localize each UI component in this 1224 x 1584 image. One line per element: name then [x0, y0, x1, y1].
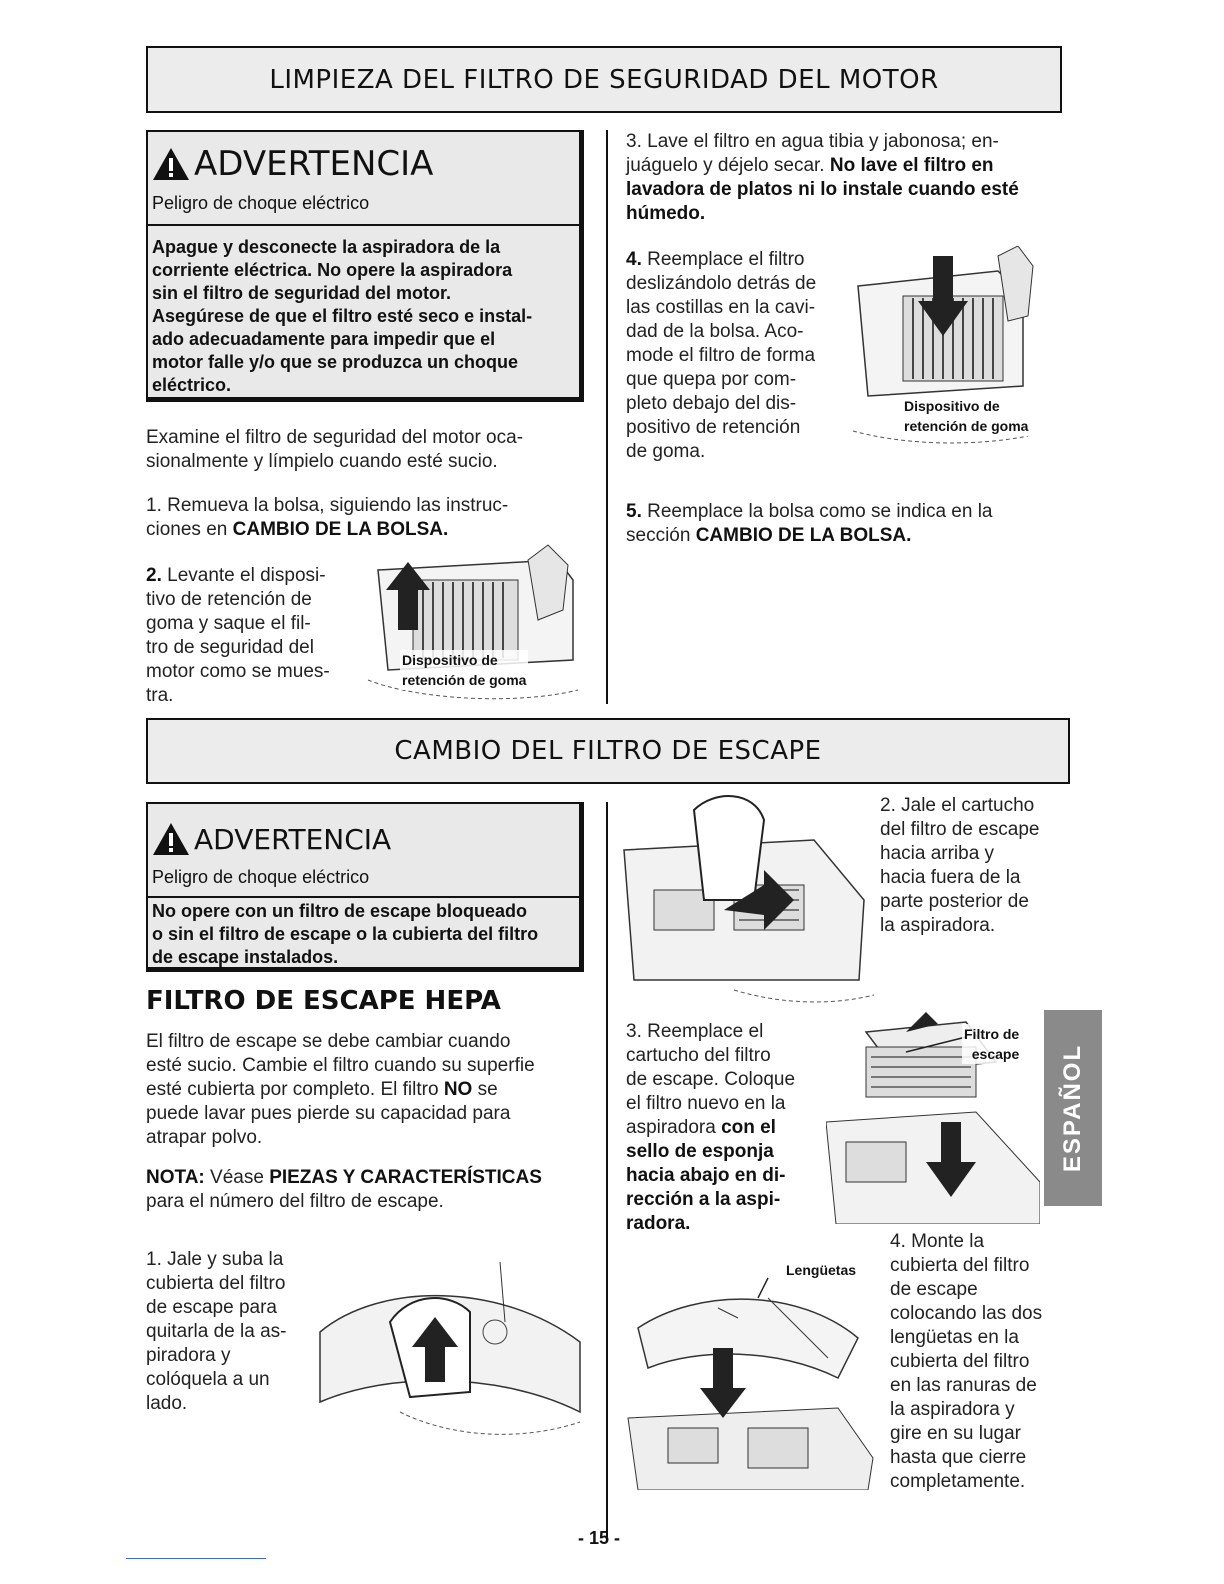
- section-header-motor-filter: [146, 46, 1062, 113]
- warning-divider: [148, 224, 580, 226]
- section-header-exhaust-filter: [146, 718, 1070, 784]
- warning-triangle-icon: [152, 822, 190, 856]
- column-divider-top: [606, 130, 608, 704]
- warning-text: No opere con un filtro de escape bloqueado o sin el filtro de escape o la cubierta del filtro de escape instalados.: [152, 901, 539, 967]
- exhaust-cover-removal-illustration: [300, 1262, 590, 1452]
- page-number: - 15 -: [578, 1528, 621, 1548]
- language-label: ESPAÑOL: [1059, 1043, 1087, 1173]
- exhaust-cover-install-illustration: [618, 1268, 880, 1490]
- section-title: LIMPIEZA DEL FILTRO DE SEGURIDAD DEL MOTOR: [269, 64, 939, 95]
- intro-paragraph: Examine el filtro de seguridad del motor oca- sionalmente y límpielo cuando esté sucio.: [146, 427, 524, 472]
- language-side-tab: [1044, 1010, 1102, 1206]
- exhaust-step-2: 2. Jale el cartucho del filtro de escape hacia arriba y hacia fuera de la parte posterior de la aspiradora.: [880, 795, 1040, 936]
- link-piezas-caracteristicas: PIEZAS Y CARACTERÍSTICAS: [269, 1167, 542, 1188]
- warning-title-text: ADVERTENCIA: [194, 144, 434, 184]
- link-cambio-bolsa: CAMBIO DE LA BOLSA.: [695, 525, 912, 546]
- warning-subtitle: Peligro de choque eléctrico: [152, 193, 370, 213]
- exhaust-filter-callout: Filtro de escape: [964, 1026, 1020, 1062]
- retainer-callout: Dispositivo de retención de goma: [904, 398, 1029, 434]
- retainer-callout: Dispositivo de retención de goma: [402, 652, 527, 688]
- exhaust-step-4: 4. Monte la cubierta del filtro de escape colocando las dos lengüetas en la cubierta del filtro en las ranuras de la aspiradora y gire en su lugar hasta que cierre completamente.: [890, 1231, 1043, 1492]
- step-2-lift-retainer: 2. Levante el disposi- tivo de retención de goma y saque el fil- tro de seguridad del motor como se mues- tra.: [146, 565, 330, 706]
- warning-triangle-icon: [152, 147, 190, 181]
- footer-rule: [126, 1558, 266, 1559]
- warning-title-text: ADVERTENCIA: [194, 822, 392, 856]
- hepa-subheading: FILTRO DE ESCAPE HEPA: [146, 986, 501, 1016]
- warning-subtitle: Peligro de choque eléctrico: [152, 867, 370, 887]
- warning-title: [152, 822, 391, 856]
- column-divider-bottom: [606, 802, 608, 1538]
- warning-text: Apague y desconecte la aspiradora de la corriente eléctrica. No opere la aspiradora sin el filtro de seguridad del motor. Asegúrese de que el filtro esté seco e instal- ado adecuadamente para impedir que el motor falle y/o que se produzca un choque eléctrico.: [152, 237, 533, 395]
- step-4-replace-filter: 4. Reemplace el filtro deslizándolo detrás de las costillas en la cavi- dad de la bolsa. Aco- mode el filtro de forma que quepa por com- pleto debajo del dis- positivo de retención de goma.: [626, 249, 817, 462]
- warning-divider: [148, 896, 580, 898]
- note-paragraph: NOTA: Véase PIEZAS Y CARACTERÍSTICAS para el número del filtro de escape.: [146, 1167, 542, 1212]
- exhaust-step-3: 3. Reemplace el cartucho del filtro de escape. Coloque el filtro nuevo en la aspiradora con el sello de esponja hacia abajo en di- rección a la aspi- radora.: [626, 1021, 796, 1234]
- hepa-paragraph: El filtro de escape se debe cambiar cuando esté sucio. Cambie el filtro cuando su superfie esté cubierta por completo. El filtro NO se puede lavar pues pierde su capacidad para atrapar polvo.: [146, 1031, 535, 1148]
- exhaust-step-1: 1. Jale y suba la cubierta del filtro de escape para quitarla de la as- piradora y colóquela a un lado.: [146, 1249, 287, 1414]
- step-3-wash-filter: 3. Lave el filtro en agua tibia y jabonosa; en- juáguelo y déjelo secar. No lave el filtro en lavadora de platos ni lo instale cuando esté húmedo.: [626, 131, 1019, 224]
- warning-title: [152, 144, 433, 184]
- step-1-remove-bag: 1. Remueva la bolsa, siguiendo las instruc- ciones en CAMBIO DE LA BOLSA.: [146, 495, 509, 540]
- tabs-callout: Lengüetas: [786, 1262, 857, 1278]
- exhaust-cartridge-removal-illustration: [614, 790, 880, 1012]
- section-title: CAMBIO DEL FILTRO DE ESCAPE: [394, 736, 822, 766]
- step-5-replace-bag: 5. Reemplace la bolsa como se indica en la sección CAMBIO DE LA BOLSA.: [626, 501, 993, 546]
- link-cambio-bolsa: CAMBIO DE LA BOLSA.: [232, 519, 449, 540]
